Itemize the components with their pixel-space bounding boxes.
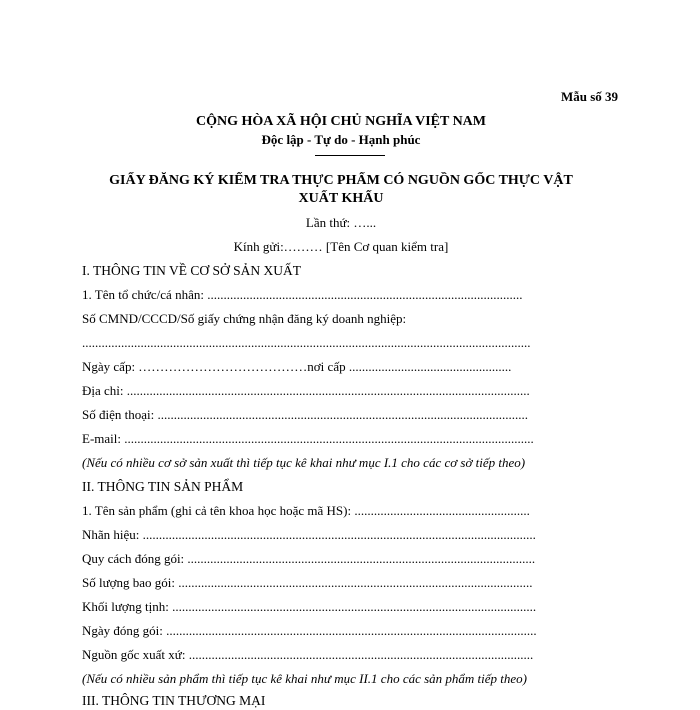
document-title-line2: XUẤT KHẨU: [298, 191, 384, 206]
section-2-heading: II. THÔNG TIN SẢN PHẨM: [82, 479, 244, 494]
header-separator: [315, 155, 385, 156]
document-title: GIẤY ĐĂNG KÝ KIỂM TRA THỰC PHẨM CÓ NGUỒN GỐC THỰC VẬT: [109, 173, 573, 188]
address-field: Địa chỉ: ............................................................................................................................: [82, 383, 530, 398]
package-quantity-field: Số lượng bao gói: .............................................................................................................: [82, 575, 533, 590]
phone-field: Số điện thoại: ..................................................................................................................: [82, 407, 528, 422]
section-1-note: (Nếu có nhiều cơ sở sản xuất thì tiếp tục kê khai như mục I.1 cho các cơ sở tiếp theo): [82, 455, 526, 470]
net-weight-field: Khối lượng tịnh: ................................................................................................................: [82, 599, 537, 614]
email-field: E-mail: ..............................................................................................................................: [82, 431, 534, 446]
brand-field: Nhãn hiệu: .........................................................................................................................: [82, 527, 536, 542]
product-name-field: 1. Tên sản phẩm (ghi cả tên khoa học hoặc mã HS): ......................................................: [82, 503, 530, 518]
id-number-field: ..........................................................................................................................................: [82, 335, 531, 350]
issue-date-place-field: Ngày cấp: …………………………………nơi cấp ..................................................: [82, 359, 512, 374]
section-1-heading: I. THÔNG TIN VỀ CƠ SỞ SẢN XUẤT: [82, 263, 302, 278]
national-motto: Độc lập - Tự do - Hạnh phúc: [261, 132, 421, 147]
attempt-number: Lần thứ: …...: [305, 215, 377, 230]
recipient: Kính gửi:……… [Tên Cơ quan kiểm tra]: [233, 239, 449, 254]
org-name-field: 1. Tên tổ chức/cá nhân: .................................................................................................: [82, 287, 523, 302]
form-number: Mẫu số 39: [560, 89, 618, 104]
packing-spec-field: Quy cách đóng gói: ...........................................................................................................: [82, 551, 536, 566]
origin-field: Nguồn gốc xuất xứ: ..........................................................................................................: [82, 647, 534, 662]
section-3-heading: III. THÔNG TIN THƯƠNG MẠI: [82, 693, 266, 708]
country-name: CỘNG HÒA XÃ HỘI CHỦ NGHĨA VIỆT NAM: [195, 114, 486, 129]
packing-date-field: Ngày đóng gói: ..................................................................................................................: [82, 623, 537, 638]
id-number-label: Số CMND/CCCD/Số giấy chứng nhận đăng ký doanh nghiệp:: [82, 311, 407, 326]
section-2-note: (Nếu có nhiều sản phẩm thì tiếp tục kê khai như mục II.1 cho các sản phẩm tiếp theo): [82, 671, 528, 686]
